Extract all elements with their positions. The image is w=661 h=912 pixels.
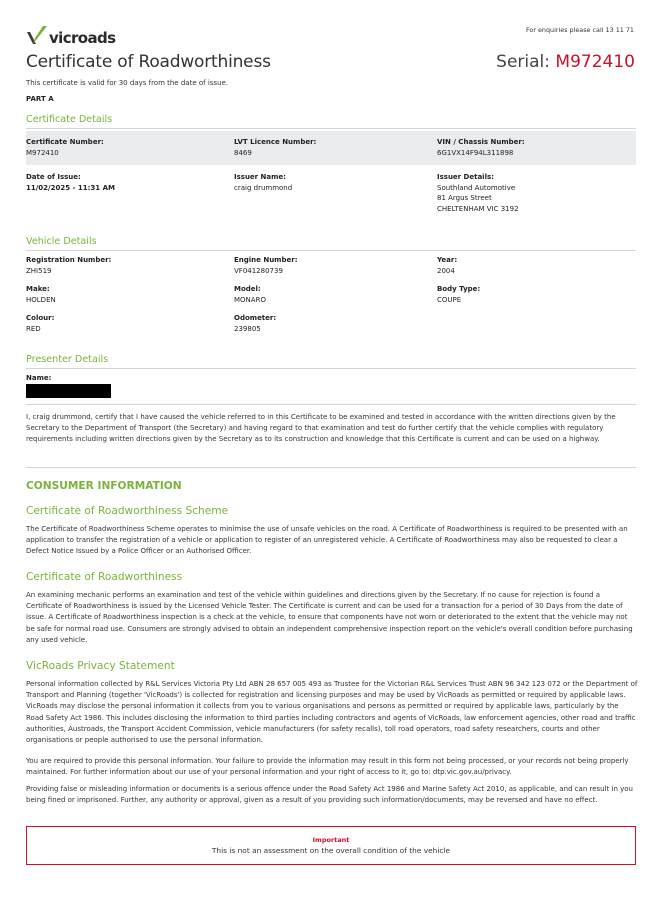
validity-note: This certificate is valid for 30 days from the date of issue.	[26, 79, 229, 87]
model-field	[234, 284, 266, 305]
field-label: Body Type:	[437, 285, 481, 293]
field-label: Odometer:	[234, 314, 277, 322]
vehicle-details-heading: Vehicle Details	[26, 236, 97, 247]
privacy-text-3: Providing false or misleading information or documents is a serious offence under the Road Safety Act 1986 and Marine Safety Act 2010, as applicable, and can result in you being fined or imprisoned. Further, any authority or approval, given as a result of you providing such information/documents, may be reversed and have no effect.	[26, 785, 633, 805]
serial	[496, 52, 635, 72]
field-label: LVT Licence Number:	[234, 138, 317, 146]
field-label: Make:	[26, 285, 50, 293]
part-label: PART A	[26, 95, 54, 103]
field-value: 6G1VX14F94L311898	[437, 148, 514, 157]
registration-field	[26, 255, 111, 276]
certificate-number-field	[26, 137, 104, 158]
field-label: Colour:	[26, 314, 55, 322]
scheme-text: The Certificate of Roadworthiness Scheme operates to minimise the use of unsafe vehicles on the road. A Certificate of Roadworthiness is required to be presented with an application to transfer the registration of a vehicle or application to register of an unregistered vehicle. A Certificate of Roadworthiness may also be requested to clear a Defect Notice Issued by a Police Officer or an Authorised Officer.	[26, 525, 628, 556]
logo-text: vicroads	[49, 29, 116, 47]
privacy-text-1: Personal information collected by R&L Services Victoria Pty Ltd ABN 28 657 005 493 as Trustee for the Victorian R&L Services Trust ABN 96 342 123 072 or the Department of Transport and Planning (together 'VicRoads') is collected for registration and licensing purposes and may be used by VicRoads as permitted or required by applicable laws. VicRoads may disclose the personal information it collects from you to various organisations and persons as permitted or required by applicable laws, particularly by the Road Safety Act 1986. This includes disclosing the information to third parties including contractors and agents of VicRoads, law enforcement agencies, other road and traffic authorities, Austroads, the Transport Accident Commission, vehicle manufacturers (for safety recalls), toll road operators, road safety researchers, courts and other organisations or people authorised to use the personal information.	[26, 680, 638, 745]
field-label: Issuer Details:	[437, 173, 494, 181]
year-field	[437, 255, 457, 276]
redacted-name-bar	[26, 384, 111, 398]
scheme-heading: Certificate of Roadworthiness Scheme	[26, 505, 229, 517]
field-value: MONARO	[234, 295, 266, 304]
field-label: Certificate Number:	[26, 138, 104, 146]
colour-field	[26, 313, 54, 334]
roadworthiness-heading: Certificate of Roadworthiness	[26, 571, 183, 583]
issuer-line: CHELTENHAM VIC 3192	[437, 204, 519, 213]
important-title: Important	[312, 836, 350, 844]
presenter-name-field	[26, 373, 51, 384]
field-value: 239805	[234, 324, 261, 333]
roadworthiness-text: An examining mechanic performs an examination and test of the vehicle within guidelines and directions given by the Secretary. If no cause for rejection is found a Certificate of Roadworthiness is issued by the Licensed Vehicle Tester. The Certificate is current and can be used for a transaction for a period of 30 Days from the date of issue. A Certificate of Roadworthiness inspection is a check at the vehicle, to ensure that components have not worn or deteriorated to the extent that the vehicle may not be safe for normal road use. Consumers are strongly advised to obtain an independent comprehensive inspection report on the vehicle's overall condition before purchasing any used vehicle.	[26, 591, 633, 644]
make-field	[26, 284, 56, 305]
privacy-text-2: You are required to provide this personal information. Your failure to provide the information may result in this form not being processed, or your records not being properly maintained. For further information about our use of your personal information and your right of access to it, go to: dtp.vic.gov.au/privacy.	[26, 757, 629, 777]
field-value: craig drummond	[234, 183, 293, 192]
page-title: Certificate of Roadworthiness	[26, 52, 271, 72]
privacy-heading: VicRoads Privacy Statement	[26, 660, 175, 672]
vicroads-tick-logo-icon	[26, 24, 48, 46]
field-label: Issuer Name:	[234, 173, 286, 181]
document-header	[26, 22, 636, 48]
declaration-text: I, craig drummond, certify that I have caused the vehicle referred to in this Certificate to be examined and tested in accordance with the written directions given by the Secretary to the Department of Transport (the Secretary) and having regard to that examination and test do further certify that the vehicle complies with regulatory requirements including written directions given by the Secretary as to its construction and knowledge that this Certificate is current and can be used on a highway.	[26, 413, 616, 444]
divider	[26, 250, 636, 251]
body-type-field	[437, 284, 480, 305]
certificate-details-heading: Certificate Details	[26, 114, 113, 125]
consumer-information-heading: CONSUMER INFORMATION	[26, 480, 182, 492]
enquiries-text: For enquiries please call 13 11 71	[525, 26, 634, 34]
issuer-name-field	[234, 172, 292, 193]
vin-field	[437, 137, 525, 158]
issuer-details-field	[437, 172, 519, 214]
field-value: HOLDEN	[26, 295, 56, 304]
field-value: COUPE	[437, 295, 462, 304]
field-label: Model:	[234, 285, 261, 293]
divider	[26, 128, 636, 129]
field-value: RED	[26, 324, 41, 333]
shaded-row	[26, 131, 636, 165]
odometer-field	[234, 313, 276, 334]
vicroads-logo	[26, 22, 116, 46]
field-value: 2004	[437, 266, 455, 275]
field-label: Name:	[26, 374, 52, 382]
serial-label: Serial:	[496, 52, 551, 72]
issuer-line: 81 Argus Street	[437, 194, 492, 202]
issuer-line: Southland Automotive	[437, 183, 516, 192]
date-of-issue-field	[26, 172, 115, 193]
lvt-licence-field	[234, 137, 316, 158]
field-label: Registration Number:	[26, 256, 112, 264]
presenter-details-heading: Presenter Details	[26, 354, 109, 365]
engine-field	[234, 255, 298, 276]
divider	[26, 368, 636, 369]
field-value: 11/02/2025 - 11:31 AM	[26, 183, 115, 192]
important-notice-box	[26, 826, 636, 865]
field-value: M972410	[26, 148, 59, 157]
serial-number: M972410	[555, 52, 635, 72]
field-label: Date of Issue:	[26, 173, 81, 181]
field-value: ZHI519	[26, 266, 52, 275]
important-text: This is not an assessment on the overall condition of the vehicle	[211, 846, 451, 855]
field-value: 8469	[234, 148, 252, 157]
divider	[26, 467, 636, 468]
divider	[26, 404, 636, 405]
field-value: VF041280739	[234, 266, 283, 275]
field-label: Engine Number:	[234, 256, 298, 264]
field-label: Year:	[437, 256, 458, 264]
field-label: VIN / Chassis Number:	[437, 138, 525, 146]
